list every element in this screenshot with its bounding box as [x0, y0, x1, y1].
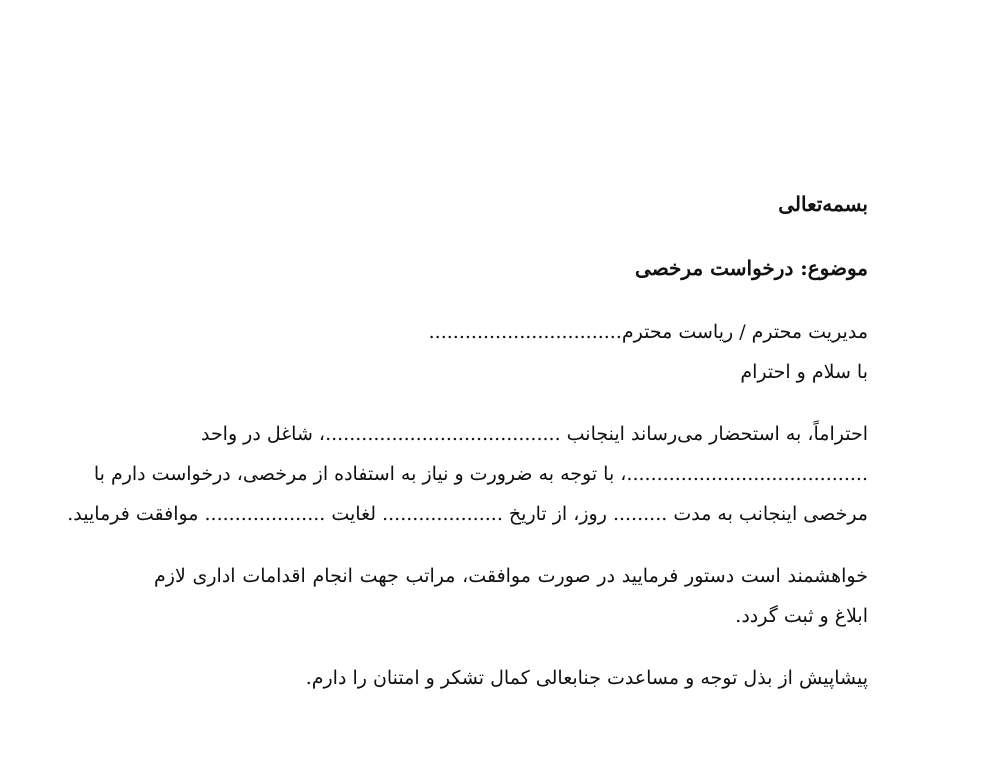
letter-heading: بسمه‌تعالی [778, 192, 868, 216]
request-line: ........................................، با توجه به ضرورت و نیاز به استفاده از مرخصی، درخواست دارم با [93, 463, 868, 485]
letter-subject: موضوع: درخواست مرخصی [635, 256, 868, 280]
instruction-line: ابلاغ و ثبت گردد. [735, 605, 868, 627]
request-line: مرخصی اینجانب به مدت ......... روز، از تاریخ .................... لغایت .................... موافقت فرمایید. [67, 503, 868, 525]
instruction-line: خواهشمند است دستور فرمایید در صورت موافقت، مراتب جهت انجام اقدامات اداری لازم [154, 565, 868, 587]
request-line: احتراماً، به استحضار می‌رساند اینجانب .......................................، شاغل در واحد [200, 423, 868, 445]
letter-closing: پیشاپیش از بذل توجه و مساعدت جنابعالی کمال تشکر و امتنان را دارم. [305, 667, 868, 689]
letter-addressee: مدیریت محترم / ریاست محترم................................ [428, 321, 868, 343]
letter-greeting: با سلام و احترام [740, 361, 868, 383]
